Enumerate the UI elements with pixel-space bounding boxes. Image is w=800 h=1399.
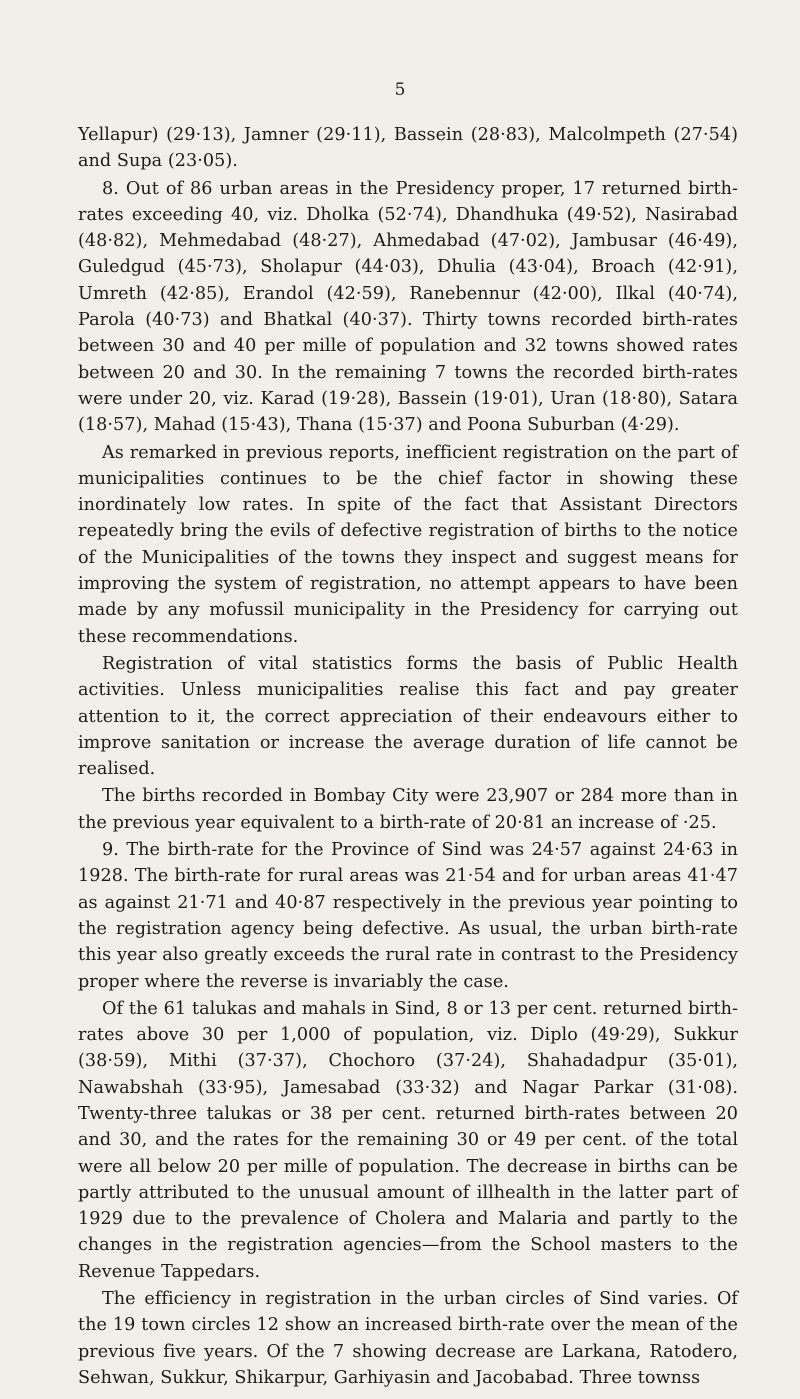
paragraph-continuation: Yellapur) (29·13), Jamner (29·11), Bassein (28·83), Malcolmpeth (27·54) and Supa (23·05). bbox=[78, 125, 738, 172]
paragraph-section-9: 9. The birth-rate for the Province of Sind was 24·57 against 24·63 in 1928. The birth-rate for rural areas was 21·54 and for urban areas 41·47 as against 21·71 and 40·87 respectively in the previous year pointing to the registration agency being defective. As usual, the urban birth-rate this year also greatly exceeds the rural rate in contrast to the Presidency proper where the reverse is invariably the case. bbox=[78, 840, 738, 992]
paragraph-vital-statistics: Registration of vital statistics forms the basis of Public Health activities. Unless municipalities realise this fact and pay greater attention to it, the correct appreciation of their endeavours either to improve sanitation or increase the average duration of life cannot be realised. bbox=[78, 653, 738, 780]
paragraph-sind-talukas: Of the 61 talukas and mahals in Sind, 8 or 13 per cent. returned birth-rates above 30 per 1,000 of population, viz. Diplo (49·29), Sukkur (38·59), Mithi (37·37), Chochoro (37·24), Shahadadpur (35·01), Nawabshah (33·95), Jamesabad (33·32) and Nagar Parkar (31·08). Twenty-three talukas or 38 per cent. returned birth-rates between 20 and 30, and the rates for the remaining 30 or 49 per cent. of the total were all below 20 per mille of population. The decrease in births can be partly attributed to the unusual amount of illhealth in the latter part of 1929 due to the prevalence of Cholera and Malaria and partly to the changes in the registration agencies—from the School masters to the Revenue Tappedars. bbox=[78, 998, 738, 1282]
body-text bbox=[78, 122, 738, 1392]
paragraph-bombay-city: The births recorded in Bombay City were 23,907 or 284 more than in the previous year equivalent to a birth-rate of 20·81 an increase of ·25. bbox=[78, 786, 738, 833]
paragraph-section-8: 8. Out of 86 urban areas in the Presidency proper, 17 returned birth-rates exceeding 40, viz. Dholka (52·74), Dhandhuka (49·52), Nasirabad (48·82), Mehmedabad (48·27), Ahmedabad (47·02), Jambusar (46·49), Guledgud (45·73), Sholapur (44·03), Dhulia (43·04), Broach (42·91), Umreth (42·85), Erandol (42·59), Ranebennur (42·00), Ilkal (40·74), Parola (40·73) and Bhatkal (40·37). Thirty towns recorded birth-rates between 30 and 40 per mille of population and 32 towns showed rates between 20 and 30. In the remaining 7 towns the recorded birth-rates were under 20, viz. Karad (19·28), Bassein (19·01), Uran (18·80), Satara (18·57), Mahad (15·43), Thana (15·37) and Poona Suburban (4·29). bbox=[78, 178, 738, 436]
paragraph-sind-urban-circles: The efficiency in registration in the urban circles of Sind varies. Of the 19 town circles 12 show an increased birth-rate over the mean of the previous five years. Of the 7 showing decrease are Larkana, Ratodero, Sehwan, Sukkur, Shikarpur, Garhiyasin and Jacobabad. Three townss bbox=[78, 1289, 738, 1388]
paragraph-registration-remarks: As remarked in previous reports, inefficient registration on the part of municipalities continues to be the chief factor in showing these inordinately low rates. In spite of the fact that Assistant Directors repeatedly bring the evils of defective registration of births to the notice of the Municipalities of the towns they inspect and suggest means for improving the system of registration, no attempt appears to have been made by any mofussil municipality in the Presidency for carrying out these recommendations. bbox=[78, 442, 738, 647]
page-number: 5 bbox=[394, 80, 406, 100]
